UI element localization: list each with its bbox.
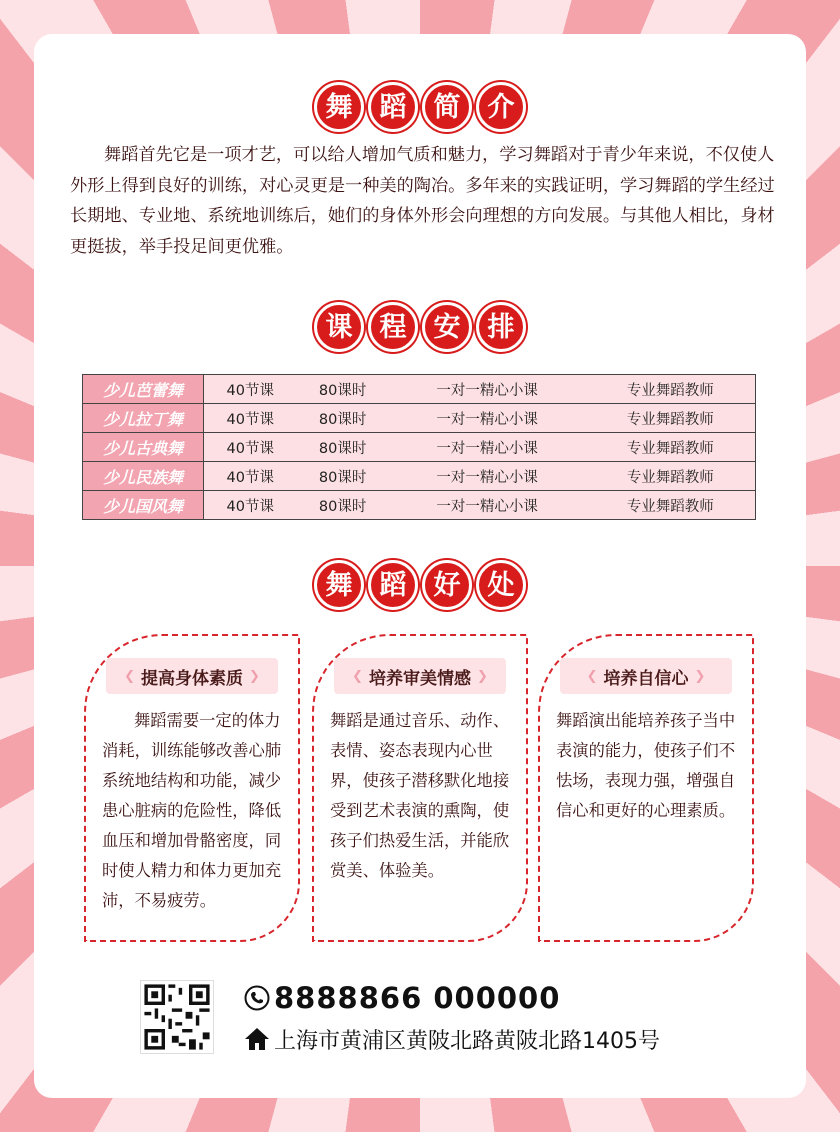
course-hours: 80课时	[297, 433, 389, 462]
course-mode: 一对一精心小课	[389, 433, 586, 462]
chevron-right-icon: ❯	[249, 668, 260, 684]
course-mode: 一对一精心小课	[389, 491, 586, 520]
benefit-text: 舞蹈演出能培养孩子当中表演的能力，使孩子们不怯场，表现力强，增强自信心和更好的心理素质。	[556, 711, 736, 820]
phone-icon	[244, 985, 270, 1011]
course-hours: 80课时	[297, 404, 389, 433]
title-char: 舞	[314, 560, 364, 610]
title-char: 介	[476, 82, 526, 132]
course-name: 少儿国风舞	[83, 491, 204, 520]
course-hours: 80课时	[297, 462, 389, 491]
chevron-right-icon: ❯	[477, 668, 488, 684]
course-mode: 一对一精心小课	[389, 404, 586, 433]
address-row	[244, 1020, 660, 1058]
course-lessons: 40节课	[204, 404, 297, 433]
course-name: 少儿民族舞	[83, 462, 204, 491]
title-char: 舞	[314, 82, 364, 132]
title-char: 课	[314, 302, 364, 352]
title-char: 排	[476, 302, 526, 352]
title-char: 处	[476, 560, 526, 610]
intro-title	[34, 82, 806, 132]
course-mode: 一对一精心小课	[389, 375, 586, 404]
course-teacher: 专业舞蹈教师	[586, 375, 756, 404]
course-title	[34, 302, 806, 352]
title-char: 蹈	[368, 560, 418, 610]
phone-row	[244, 980, 660, 1016]
title-char: 安	[422, 302, 472, 352]
title-char: 简	[422, 82, 472, 132]
flyer-card	[34, 34, 806, 1098]
home-icon	[244, 1027, 270, 1051]
course-mode: 一对一精心小课	[389, 462, 586, 491]
benefit-card	[84, 634, 300, 942]
benefit-tag	[560, 658, 732, 694]
benefit-title	[34, 560, 806, 610]
course-name: 少儿古典舞	[83, 433, 204, 462]
intro-paragraph: 舞蹈首先它是一项才艺，可以给人增加气质和魅力，学习舞蹈对于青少年来说，不仅使人外形上得到良好的训练，对心灵更是一种美的陶冶。多年来的实践证明，学习舞蹈的学生经过长期地、专业地、系统地训练后，她们的身体外形会向理想的方向发展。与其他人相比，身材更挺拔，举手投足间更优雅。	[70, 145, 775, 257]
title-char: 好	[422, 560, 472, 610]
course-table	[82, 374, 756, 520]
course-lessons: 40节课	[204, 433, 297, 462]
course-lessons: 40节课	[204, 491, 297, 520]
course-lessons: 40节课	[204, 375, 297, 404]
title-char: 蹈	[368, 82, 418, 132]
contact-info	[244, 980, 660, 1058]
benefit-tag	[334, 658, 506, 694]
chevron-left-icon: ❮	[586, 668, 598, 684]
benefit-text: 舞蹈需要一定的体力消耗，训练能够改善心肺系统地结构和功能，减少患心脏病的危险性，降低血压和增加骨骼密度，同时使人精力和体力更加充沛，不易疲劳。	[102, 711, 282, 910]
address-text: 上海市黄浦区黄陂北路黄陂北路1405号	[274, 1028, 660, 1054]
benefit-tag	[106, 658, 278, 694]
chevron-left-icon: ❮	[352, 668, 363, 684]
table-row	[83, 462, 756, 491]
benefit-card	[312, 634, 528, 942]
benefit-text: 舞蹈是通过音乐、动作、表情、姿态表现内心世界，使孩子潜移默化地接受到艺术表演的熏陶，使孩子们热爱生活，并能欣赏美、体验美。	[330, 711, 510, 880]
course-teacher: 专业舞蹈教师	[586, 491, 756, 520]
benefit-title: 提高身体素质	[141, 668, 243, 689]
course-hours: 80课时	[297, 491, 389, 520]
benefit-title: 培养审美情感	[369, 668, 471, 689]
qr-code	[140, 980, 214, 1054]
course-name: 少儿芭蕾舞	[83, 375, 204, 404]
course-hours: 80课时	[297, 375, 389, 404]
benefit-card	[538, 634, 754, 942]
chevron-left-icon: ❮	[124, 668, 135, 684]
chevron-right-icon: ❯	[694, 668, 706, 684]
course-teacher: 专业舞蹈教师	[586, 462, 756, 491]
table-row	[83, 433, 756, 462]
table-row	[83, 491, 756, 520]
course-name: 少儿拉丁舞	[83, 404, 204, 433]
course-lessons: 40节课	[204, 462, 297, 491]
table-row	[83, 404, 756, 433]
phone-number: 8888866 000000	[274, 981, 561, 1015]
title-char: 程	[368, 302, 418, 352]
course-teacher: 专业舞蹈教师	[586, 433, 756, 462]
table-row	[83, 375, 756, 404]
benefit-title: 培养自信心	[603, 668, 689, 689]
course-teacher: 专业舞蹈教师	[586, 404, 756, 433]
